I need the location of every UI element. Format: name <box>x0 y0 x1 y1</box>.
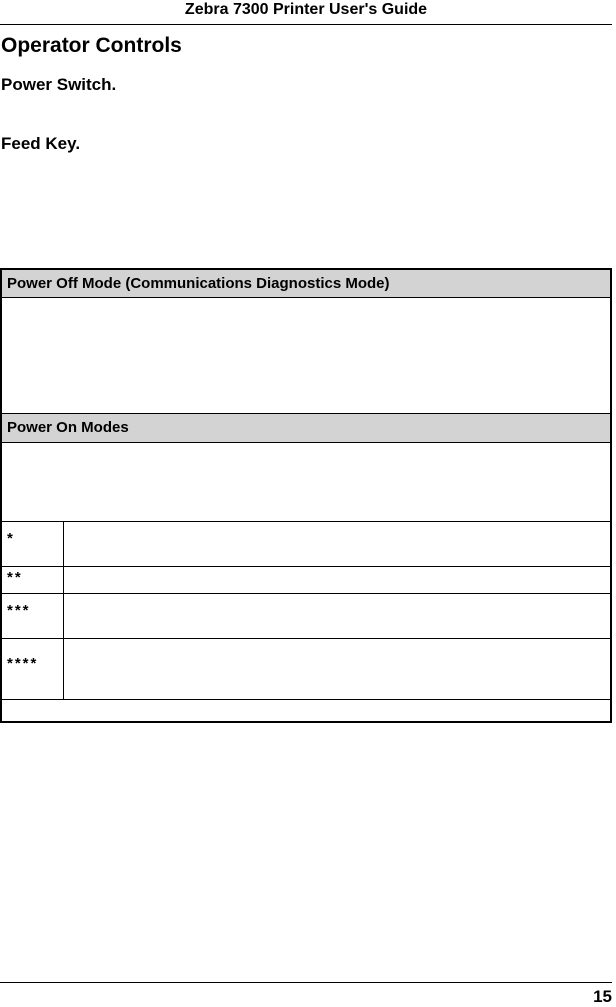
row-description <box>63 594 610 638</box>
power-off-mode-body <box>2 298 610 413</box>
row-description <box>63 567 610 593</box>
footer-rule <box>0 982 612 983</box>
row-marker: *** <box>7 602 31 619</box>
power-on-modes-body <box>2 443 610 522</box>
row-marker: ** <box>7 569 23 586</box>
row-description <box>63 522 610 566</box>
row-description <box>63 639 610 699</box>
table-row <box>2 522 610 567</box>
power-on-modes-header: Power On Modes <box>2 413 610 443</box>
feed-key-heading: Feed Key. <box>1 134 81 153</box>
power-switch-heading: Power Switch. <box>1 75 117 94</box>
table-footer-row <box>2 700 610 721</box>
row-marker: **** <box>7 655 39 672</box>
table-row <box>2 639 610 700</box>
table-row <box>2 567 610 594</box>
running-head: Zebra 7300 Printer User's Guide <box>0 0 612 25</box>
section-title: Operator Controls <box>1 34 182 57</box>
power-off-mode-header: Power Off Mode (Communications Diagnostics Mode) <box>2 270 610 298</box>
table-row <box>2 594 610 639</box>
modes-table <box>0 268 612 723</box>
page-number: 15 <box>593 987 612 1006</box>
row-marker: * <box>7 530 15 547</box>
